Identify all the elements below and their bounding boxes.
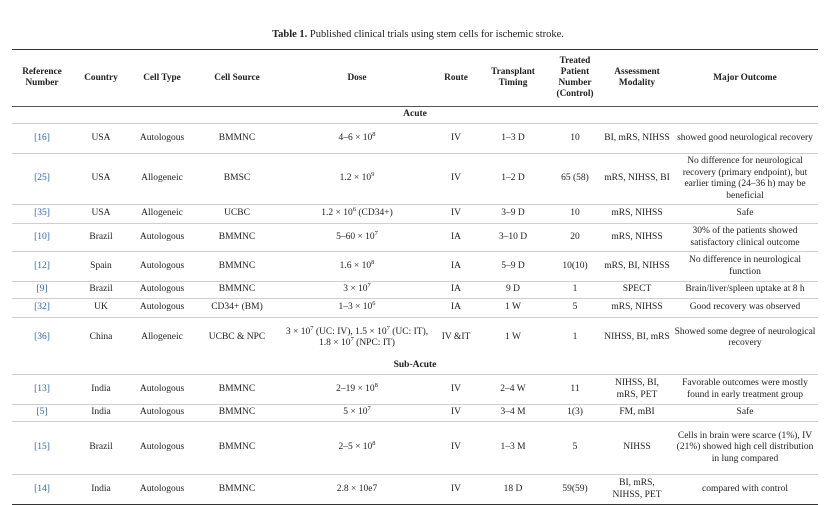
route-cell: IV: [434, 422, 478, 475]
outcome-cell: 30% of the patients showed satisfactory clinical outcome: [672, 224, 818, 252]
table-caption: [0, 29, 836, 40]
patients-cell: 65 (58): [548, 154, 602, 205]
outcome-cell: Showed some degree of neurological recovery: [672, 318, 818, 359]
timing-cell: 1 W: [478, 299, 548, 318]
outcome-cell: compared with control: [672, 475, 818, 505]
reference-cell[interactable]: [32]: [12, 299, 72, 318]
reference-cell[interactable]: [36]: [12, 318, 72, 359]
country-cell: Brazil: [72, 282, 130, 299]
table-row: [12, 375, 818, 405]
reference-cell[interactable]: [13]: [12, 375, 72, 405]
column-header: Route: [444, 72, 468, 83]
reference-cell[interactable]: [35]: [12, 205, 72, 224]
assessment-cell: NIHSS: [602, 422, 672, 475]
column-header: Treated Patient Number (Control): [556, 56, 594, 99]
country-cell: India: [72, 375, 130, 405]
cell-source-cell: UCBC & NPC: [194, 318, 280, 359]
timing-cell: 1–3 M: [478, 422, 548, 475]
patients-cell: 10(10): [548, 252, 602, 282]
route-cell: IA: [434, 252, 478, 282]
cell-type-cell: Autologous: [130, 124, 194, 154]
table-row: [12, 224, 818, 252]
outcome-cell: No difference in neurological function: [672, 252, 818, 282]
clinical-trials-table: [12, 49, 818, 505]
route-cell: IV: [434, 154, 478, 205]
section-title: Sub-Acute: [393, 360, 437, 371]
patients-cell: 11: [548, 375, 602, 405]
timing-cell: 1–3 D: [478, 124, 548, 154]
patients-cell: 1: [548, 282, 602, 299]
timing-cell: 3–10 D: [478, 224, 548, 252]
column-header: Major Outcome: [713, 72, 777, 83]
timing-cell: 3–4 M: [478, 405, 548, 422]
reference-cell[interactable]: [14]: [12, 475, 72, 505]
dose-cell: $4-6 \times 10^8$: [280, 124, 434, 154]
cell-source-cell: BMMNC: [194, 124, 280, 154]
timing-cell: 3–9 D: [478, 205, 548, 224]
table-row: [12, 282, 818, 299]
dose-cell: $1-3 \times 10^6$: [280, 299, 434, 318]
dose-cell: $5 \times 10^7$: [280, 405, 434, 422]
cell-type-cell: Autologous: [130, 375, 194, 405]
column-header: Assessment Modality: [614, 67, 660, 88]
cell-type-cell: Autologous: [130, 252, 194, 282]
timing-cell: 18 D: [478, 475, 548, 505]
column-header: Dose: [347, 72, 367, 83]
reference-cell[interactable]: [5]: [12, 405, 72, 422]
patients-cell: 10: [548, 124, 602, 154]
route-cell: IV: [434, 405, 478, 422]
assessment-cell: NIHSS, BI, mRS: [602, 318, 672, 359]
country-cell: India: [72, 405, 130, 422]
route-cell: IV &IT: [434, 318, 478, 359]
cell-source-cell: BMMNC: [194, 252, 280, 282]
table-row: [12, 205, 818, 224]
patients-cell: 59(59): [548, 475, 602, 505]
dose-cell: $1.2 \times 10^9$: [280, 154, 434, 205]
table-row: [12, 299, 818, 318]
table-row: [12, 124, 818, 154]
cell-type-cell: Allogeneic: [130, 318, 194, 359]
route-cell: IA: [434, 282, 478, 299]
section-header-row: [12, 107, 818, 124]
assessment-cell: NIHSS, BI, mRS, PET: [602, 375, 672, 405]
cell-type-cell: Autologous: [130, 422, 194, 475]
assessment-cell: mRS, NIHSS: [602, 224, 672, 252]
column-header: Reference Number: [22, 67, 62, 88]
section-title: Acute: [403, 109, 427, 120]
table-row: [12, 252, 818, 282]
reference-cell[interactable]: [15]: [12, 422, 72, 475]
outcome-cell: Safe: [672, 205, 818, 224]
column-header: Cell Source: [214, 72, 260, 83]
country-cell: Brazil: [72, 224, 130, 252]
caption-label: Table 1.: [272, 29, 308, 40]
cell-source-cell: UCBC: [194, 205, 280, 224]
cell-source-cell: BMMNC: [194, 224, 280, 252]
section-header-row: [12, 358, 818, 375]
table-row: [12, 475, 818, 505]
reference-cell[interactable]: [10]: [12, 224, 72, 252]
table-row: [12, 154, 818, 205]
timing-cell: 5–9 D: [478, 252, 548, 282]
reference-cell[interactable]: [12]: [12, 252, 72, 282]
table-row: [12, 318, 818, 359]
assessment-cell: mRS, NIHSS: [602, 299, 672, 318]
route-cell: IV: [434, 375, 478, 405]
cell-type-cell: Autologous: [130, 224, 194, 252]
route-cell: IV: [434, 475, 478, 505]
route-cell: IA: [434, 299, 478, 318]
column-header: Country: [84, 72, 118, 83]
timing-cell: 1–2 D: [478, 154, 548, 205]
column-header: Cell Type: [143, 72, 181, 83]
assessment-cell: BI, mRS, NIHSS: [602, 124, 672, 154]
assessment-cell: mRS, BI, NIHSS: [602, 252, 672, 282]
patients-cell: 5: [548, 299, 602, 318]
reference-cell[interactable]: [25]: [12, 154, 72, 205]
cell-source-cell: BMSC: [194, 154, 280, 205]
caption-text: Published clinical trials using stem cells for ischemic stroke.: [309, 29, 564, 40]
country-cell: China: [72, 318, 130, 359]
assessment-cell: BI, mRS, NIHSS, PET: [602, 475, 672, 505]
dose-cell: $2-5 \times 10^8$: [280, 422, 434, 475]
reference-cell[interactable]: [16]: [12, 124, 72, 154]
cell-type-cell: Allogeneic: [130, 154, 194, 205]
country-cell: USA: [72, 154, 130, 205]
country-cell: Brazil: [72, 422, 130, 475]
timing-cell: 1 W: [478, 318, 548, 359]
assessment-cell: SPECT: [602, 282, 672, 299]
dose-cell: $1.2 \times 10^6$ (CD34+): [280, 205, 434, 224]
assessment-cell: mRS, NIHSS: [602, 205, 672, 224]
table-body: [12, 107, 818, 505]
country-cell: USA: [72, 205, 130, 224]
cell-type-cell: Allogeneic: [130, 205, 194, 224]
table-row: [12, 422, 818, 475]
route-cell: IV: [434, 124, 478, 154]
cell-source-cell: BMMNC: [194, 422, 280, 475]
cell-type-cell: Autologous: [130, 282, 194, 299]
reference-cell[interactable]: [9]: [12, 282, 72, 299]
assessment-cell: FM, mBI: [602, 405, 672, 422]
cell-source-cell: BMMNC: [194, 405, 280, 422]
cell-type-cell: Autologous: [130, 405, 194, 422]
patients-cell: 10: [548, 205, 602, 224]
outcome-cell: Cells in brain were scarce (1%), IV (21%) showed high cell distribution in lung compared: [672, 422, 818, 475]
route-cell: IA: [434, 224, 478, 252]
country-cell: India: [72, 475, 130, 505]
column-header: Transplant Timing: [491, 67, 535, 88]
cell-source-cell: BMMNC: [194, 375, 280, 405]
cell-source-cell: BMMNC: [194, 282, 280, 299]
table-row: [12, 405, 818, 422]
cell-type-cell: Autologous: [130, 299, 194, 318]
dose-cell: 2.8 × 10e7: [280, 475, 434, 505]
outcome-cell: Good recovery was observed: [672, 299, 818, 318]
patients-cell: 1(3): [548, 405, 602, 422]
dose-cell: $3 \times 10^7$: [280, 282, 434, 299]
country-cell: Spain: [72, 252, 130, 282]
patients-cell: 1: [548, 318, 602, 359]
cell-source-cell: CD34+ (BM): [194, 299, 280, 318]
cell-source-cell: BMMNC: [194, 475, 280, 505]
outcome-cell: Safe: [672, 405, 818, 422]
cell-type-cell: Autologous: [130, 475, 194, 505]
outcome-cell: No difference for neurological recovery (primary endpoint), but earlier timing (24–36 h) may be beneficial: [672, 154, 818, 205]
dose-cell: $3 \times 10^7$ (UC: IV), $1.5 \times 10^7$ (UC: IT), $1.8 \times 10^7$ (NPC: IT): [280, 318, 434, 359]
outcome-cell: Favorable outcomes were mostly found in early treatment group: [672, 375, 818, 405]
assessment-cell: mRS, NIHSS, BI: [602, 154, 672, 205]
header-row: [12, 50, 818, 107]
route-cell: IV: [434, 205, 478, 224]
outcome-cell: showed good neurological recovery: [672, 124, 818, 154]
outcome-cell: Brain/liver/spleen uptake at 8 h: [672, 282, 818, 299]
dose-cell: $5-60 \times 10^7$: [280, 224, 434, 252]
timing-cell: 9 D: [478, 282, 548, 299]
country-cell: UK: [72, 299, 130, 318]
timing-cell: 2–4 W: [478, 375, 548, 405]
dose-cell: $1.6 \times 10^8$: [280, 252, 434, 282]
country-cell: USA: [72, 124, 130, 154]
dose-cell: $2-19 \times 10^8$: [280, 375, 434, 405]
patients-cell: 5: [548, 422, 602, 475]
patients-cell: 20: [548, 224, 602, 252]
